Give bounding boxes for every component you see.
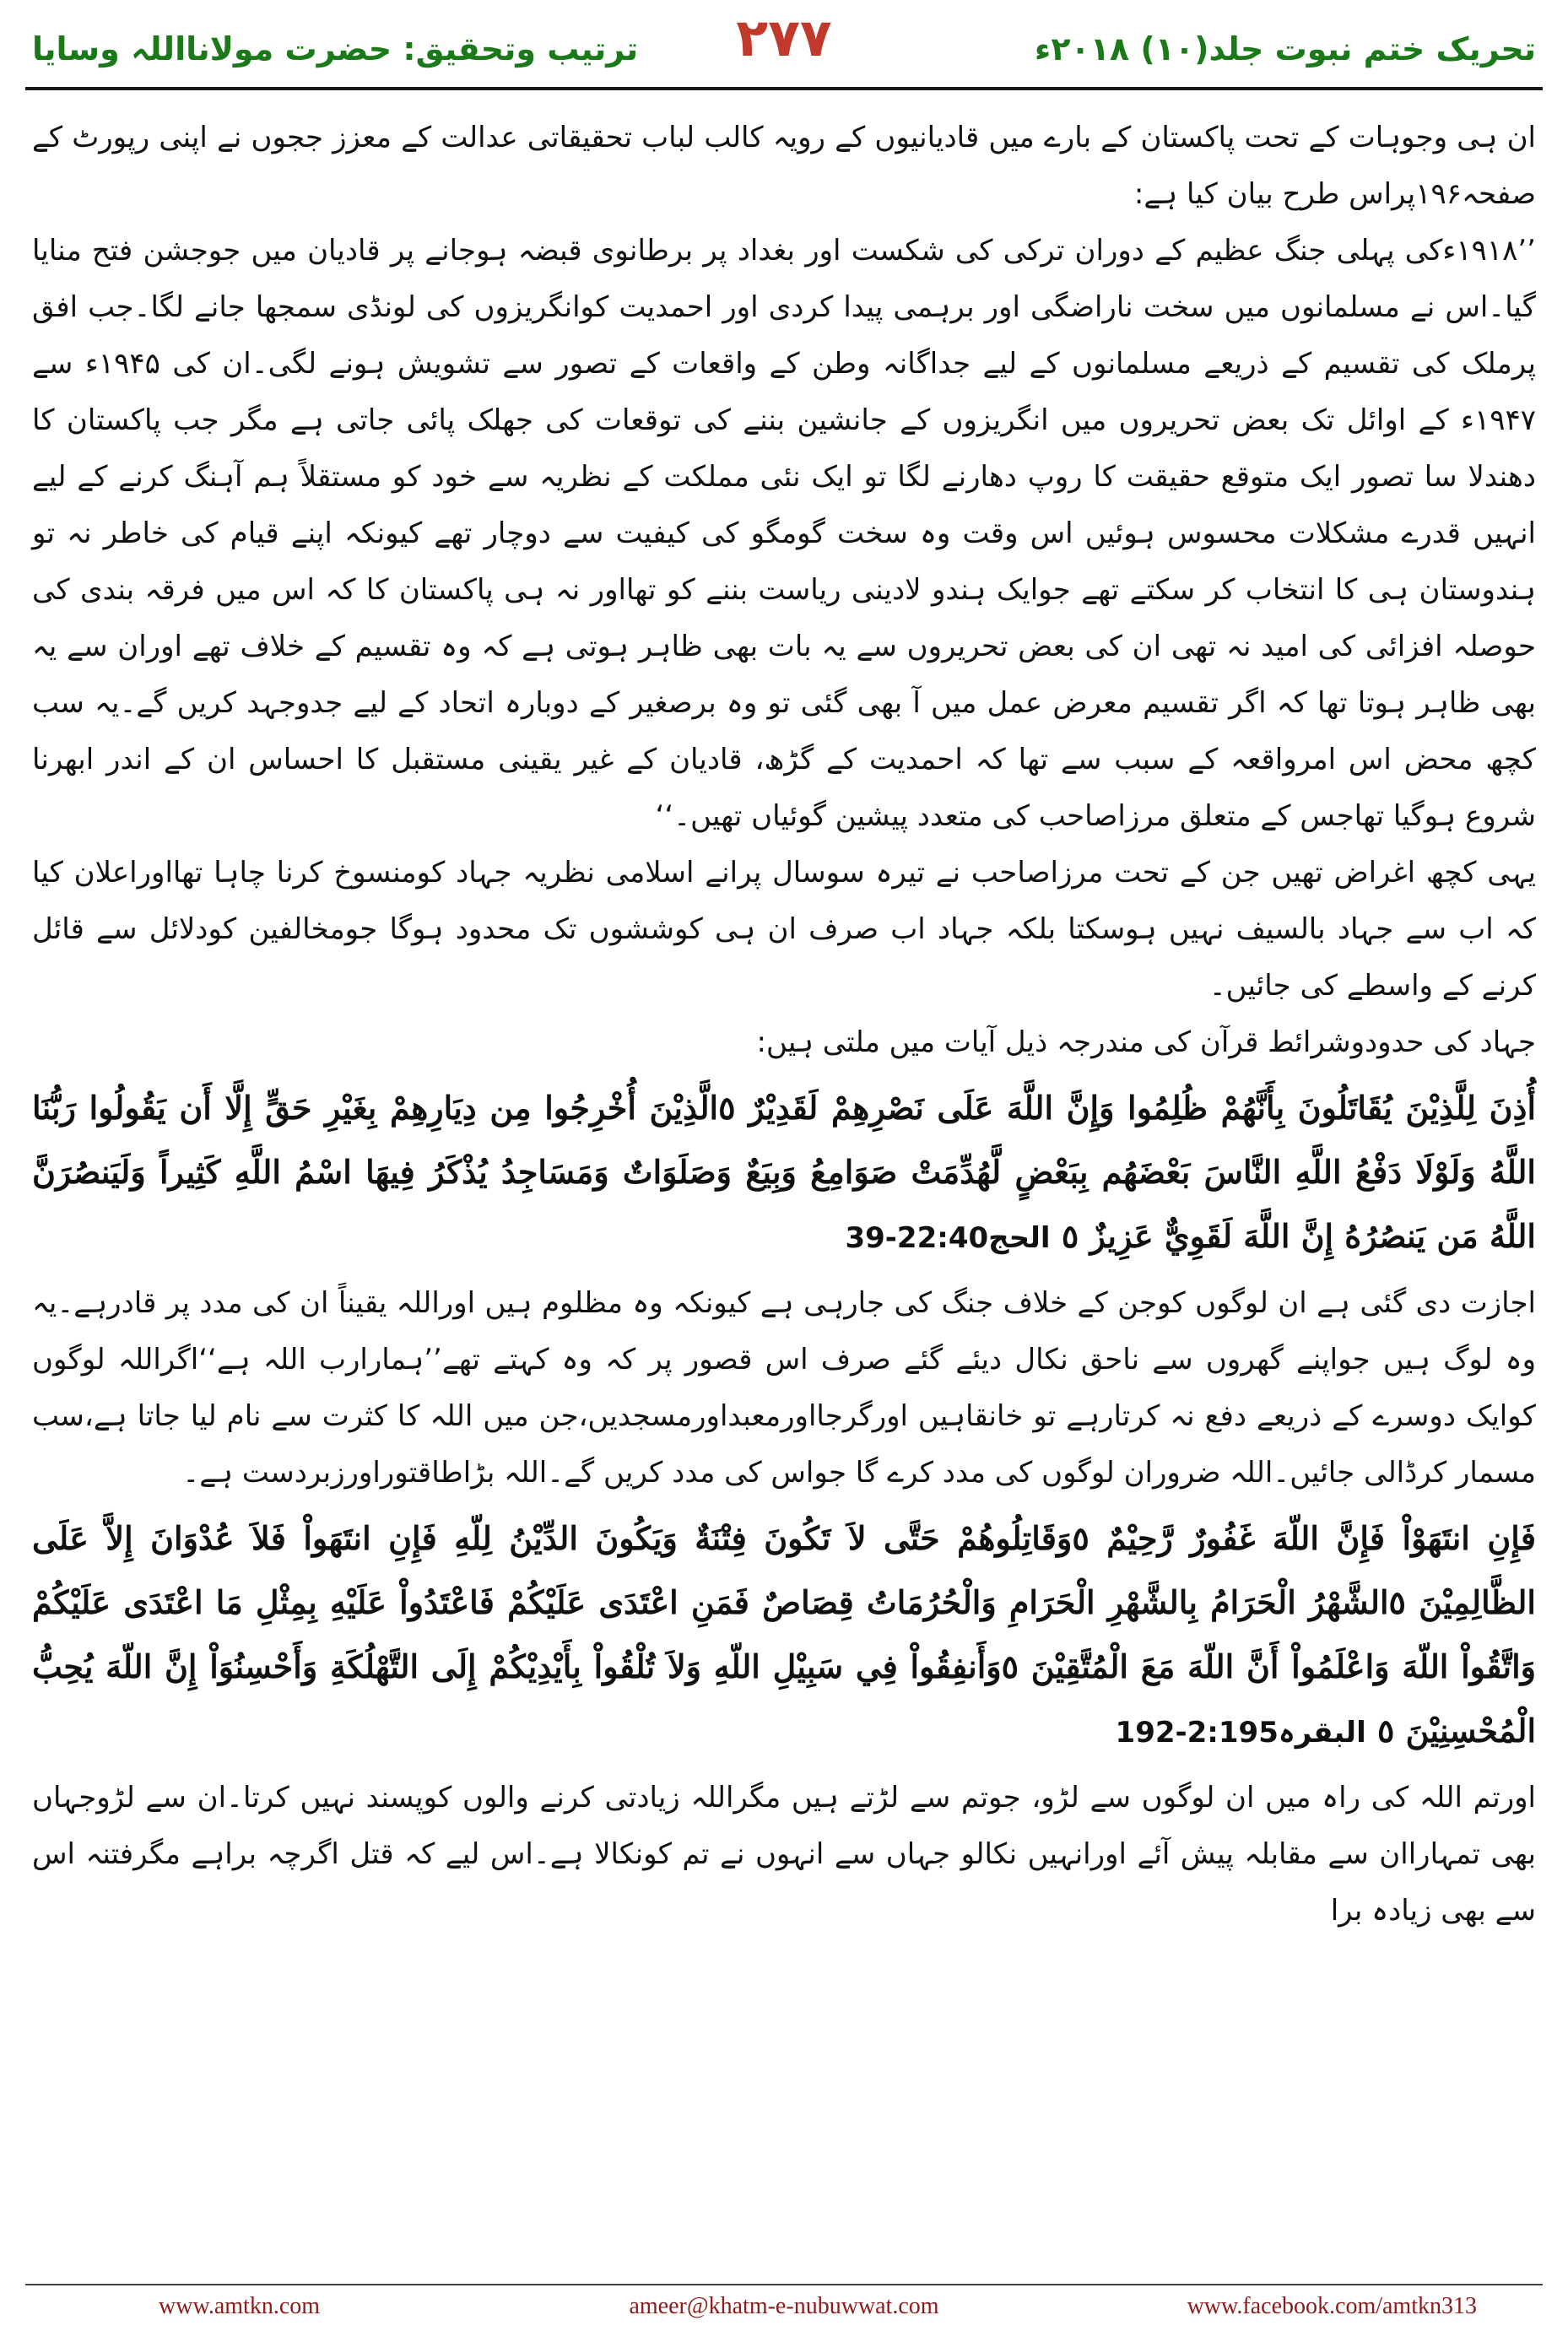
compiler-credit: ترتیب وتحقیق: حضرت مولانااللہ وسایا xyxy=(32,30,639,68)
court-report-quote: ’’۱۹۱۸ءکی پہلی جنگ عظیم کے دوران ترکی کی شکست اور بغداد پر برطانوی قبضہ ہوجانے پر قادیان میں جوجشن فتح منایا گیا۔اس نے مسلمانوں میں سخت ناراضگی اور برہمی پیدا کردی اور احمدیت کوانگریزوں کی لونڈی سمجھا جانے لگا۔جب افق پرملک کی تقسیم کے ذریعے مسلمانوں کے لیے جداگانہ وطن کے واقعات کے تصور سے تشویش ہونے لگی۔ان کی ۱۹۴۵ء سے ۱۹۴۷ء کے اوائل تک بعض تحریروں میں انگریزوں کے جانشین بننے کی توقعات کی جھلک پائی جاتی ہے مگر جب پاکستان کا دھندلا سا تصور ایک متوقع حقیقت کا روپ دھارنے لگا تو ایک نئی مملکت کے نظریہ سے خود کو مستقلاً ہم آہنگ کرنے کے لیے انہیں قدرے مشکلات محسوس ہوئیں اس وقت وہ سخت گومگو کی کیفیت سے دوچار تھے کیونکہ اپنے قیام کی خاطر نہ تو ہندوستان ہی کا انتخاب کر سکتے تھے جوایک ہندو لادینی ریاست بننے کو تھااور نہ ہی پاکستان کا کہ اس میں فرقہ بندی کی حوصلہ افزائی کی امید نہ تھی ان کی بعض تحریروں سے یہ بات بھی ظاہر ہوتی ہے کہ وہ تقسیم کے خلاف تھے اوران سے یہ بھی ظاہر ہوتا تھا کہ اگر تقسیم معرض عمل میں آ بھی گئی تو وہ برصغیر کے دوبارہ اتحاد کے لیے جدوجہد کریں گے۔یہ سب کچھ محض اس امرواقعہ کے سبب سے تھا کہ احمدیت کے گڑھ، قادیان کے غیر یقینی مستقبل کا احساس ان کے اندر ابھرنا شروع ہوگیا تھاجس کے متعلق مرزاصاحب کی متعدد پیشین گوئیاں تھیں۔‘‘ xyxy=(32,234,1536,833)
page-footer xyxy=(0,2293,1568,2327)
baqarah-translation: اورتم اللہ کی راہ میں ان لوگوں سے لڑو، جوتم سے لڑتے ہیں مگراللہ زیادتی کرنے والوں کوپسند نہیں کرتا۔ان سے لڑوجہاں بھی تمہاراان سے مقابلہ پیش آئے اورانہیں نکالو جہاں سے انہوں نے تم کونکالا ہے۔اس لیے کہ قتل اگرچہ براہے مگرفتنہ اس سے بھی زیادہ برا xyxy=(32,1781,1536,1928)
jihad-paragraph: یہی کچھ اغراض تھیں جن کے تحت مرزاصاحب نے تیرہ سوسال پرانے اسلامی نظریہ جہاد کومنسوخ کرنا چاہا تھااوراعلان کیا کہ اب سے جہاد بالسیف نہیں ہوسکتا بلکہ جہاد اب صرف ان ہی کوششوں تک محدود ہوگا جومخالفین کودلائل سے قائل کرنے کے واسطے کی جائیں۔ xyxy=(32,856,1536,1003)
website-link[interactable]: www.amtkn.com xyxy=(159,2293,321,2319)
intro-paragraph: ان ہی وجوہات کے تحت پاکستان کے بارے میں قادیانیوں کے رویہ کالب لباب تحقیقاتی عدالت کے معزز ججوں نے اپنی رپورٹ کے صفحہ۱۹۶پراس طرح بیان کیا ہے: xyxy=(32,121,1536,211)
footer-divider xyxy=(25,2284,1543,2285)
facebook-link[interactable]: www.facebook.com/amtkn313 xyxy=(1187,2293,1477,2319)
page-body xyxy=(32,110,1536,1939)
header-divider xyxy=(25,87,1543,90)
ayah-hajj-ref: الحج22:40-39 xyxy=(845,1221,1051,1255)
ayah-baqarah xyxy=(32,1506,1536,1765)
ayah-baqarah-text: فَإِنِ انتَهَوْاْ فَإِنَّ اللّهَ غَفُورٌ رَّحِيْمٌ ٥وَقَاتِلُوهُمْ حَتَّى لاَ تَكُونَ فِتْنَةٌ وَيَكُونَ الدِّيْنُ لِلّهِ فَإِنِ انتَهَواْ فَلاَ عُدْوَانَ إِلاَّ عَلَى الظَّالِمِيْنَ ٥الشَّهْرُ الْحَرَامُ بِالشَّهْرِ الْحَرَامِ وَالْحُرُمَاتُ قِصَاصٌ فَمَنِ اعْتَدَى عَلَيْكُمْ فَاعْتَدُواْ عَلَيْهِ بِمِثْلِ مَا اعْتَدَى عَلَيْكُمْ وَاتَّقُواْ اللّهَ وَاعْلَمُواْ أَنَّ اللّهَ مَعَ الْمُتَّقِيْنَ ٥وَأَنفِقُواْ فِي سَبِيْلِ اللّهِ وَلاَ تُلْقُواْ بِأَيْدِيْكُمْ إِلَى التَّهْلُكَةِ وَأَحْسِنُوَاْ إِنَّ اللّهَ يُحِبُّ الْمُحْسِنِيْنَ ٥ xyxy=(32,1519,1536,1750)
jihad-conditions-heading: جہاد کی حدودوشرائط قرآن کی مندرجہ ذیل آیات میں ملتی ہیں: xyxy=(756,1025,1536,1059)
ayah-hajj xyxy=(32,1076,1536,1270)
email-link[interactable]: ameer@khatm-e-nubuwwat.com xyxy=(629,2293,939,2319)
ayah-hajj-text: أُذِنَ لِلَّذِيْنَ يُقَاتَلُونَ بِأَنَّهُمْ ظُلِمُوا وَإِنَّ اللَّهَ عَلَى نَصْرِهِمْ لَقَدِيْرٌ ٥الَّذِيْنَ أُخْرِجُوا مِن دِيَارِهِمْ بِغَيْرِ حَقٍّ إِلَّا أَن يَقُولُوا رَبُّنَا اللَّهُ وَلَوْلَا دَفْعُ اللَّهِ النَّاسَ بَعْضَهُم بِبَعْضٍ لَّهُدِّمَتْ صَوَامِعُ وَبِيَعٌ وَصَلَوَاتٌ وَمَسَاجِدُ يُذْكَرُ فِيهَا اسْمُ اللَّهِ كَثِيراً وَلَيَنصُرَنَّ اللَّهُ مَن يَنصُرُهُ إِنَّ اللَّهَ لَقَوِيٌّ عَزِيزٌ ٥ xyxy=(32,1089,1536,1255)
book-title: تحریک ختم نبوت جلد(۱۰) ۲۰۱۸ء xyxy=(1034,30,1536,68)
hajj-translation: اجازت دی گئی ہے ان لوگوں کوجن کے خلاف جنگ کی جارہی ہے کیونکہ وہ مظلوم ہیں اوراللہ یقیناً ان کی مدد پر قادرہے۔یہ وہ لوگ ہیں جواپنے گھروں سے ناحق نکال دیئے گئے صرف اس قصور پر کہ وہ کہتے تھے’’ہمارارب اللہ ہے‘‘اگراللہ لوگوں کوایک دوسرے کے ذریعے دفع نہ کرتارہے تو خانقاہیں اورگرجااورمعبداورمسجدیں،جن میں اللہ کا کثرت سے نام لیا جاتا ہے،سب مسمار کرڈالی جائیں۔اللہ ضروران لوگوں کی مدد کرے گا جواس کی مدد کریں گے۔اللہ بڑاطاقتوراورزبردست ہے۔ xyxy=(32,1286,1536,1490)
page-number: ۲۷۷ xyxy=(736,7,832,68)
page-header xyxy=(0,0,1568,89)
ayah-baqarah-ref: البقرہ2:195-192 xyxy=(1115,1716,1366,1750)
